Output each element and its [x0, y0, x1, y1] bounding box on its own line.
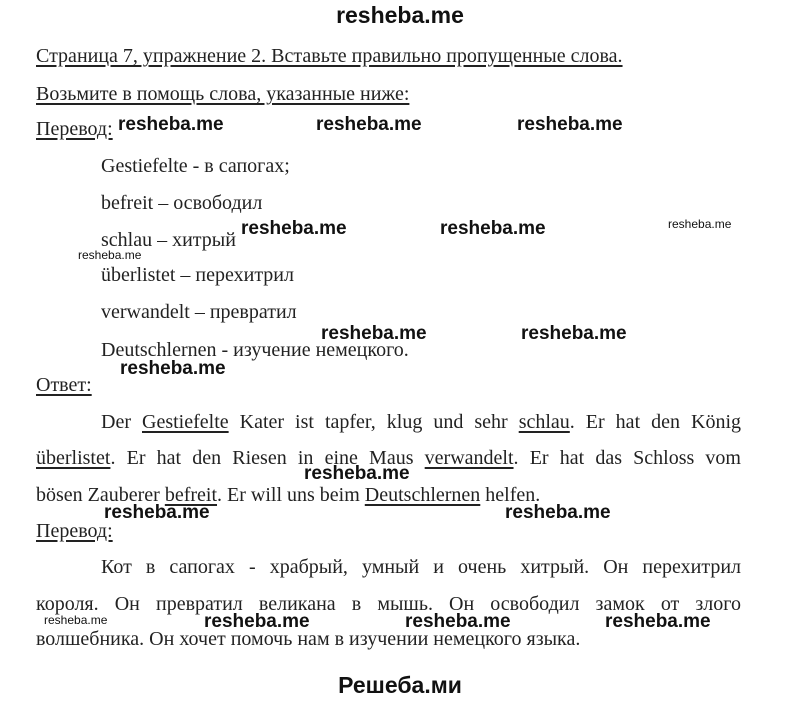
watermark: resheba.me: [304, 463, 410, 484]
translation-line-1: Кот в сапогах - храбрый, умный и очень хитрый. Он перехитрил: [101, 556, 741, 578]
answer-word: befreit: [164, 484, 218, 506]
answer-line-3: bösen Zauberer befreit. Er will uns beim Deutschlernen helfen.: [36, 484, 541, 506]
translation-line-2: короля. Он превратил великана в мышь. Он освободил замок от злого: [36, 593, 741, 615]
watermark: resheba.me: [204, 611, 310, 632]
watermark: resheba.me: [120, 358, 226, 379]
vocab-item: überlistet – перехитрил: [101, 264, 294, 286]
vocab-heading: Перевод:: [36, 118, 113, 140]
watermark: resheba.me: [505, 502, 611, 523]
task-line-2: Возьмите в помощь слова, указанные ниже:: [36, 83, 410, 105]
vocab-item: verwandelt – превратил: [101, 301, 297, 323]
watermark: resheba.me: [405, 611, 511, 632]
watermark: resheba.me: [104, 502, 210, 523]
site-header[interactable]: resheba.me: [336, 2, 464, 28]
translation-line-3: волшебника. Он хочет помочь нам в изучении немецкого языка.: [36, 628, 581, 650]
answer-word: Deutschlernen: [364, 484, 481, 506]
answer-line-2: überlistet. Er hat den Riesen in eine Maus verwandelt. Er hat das Schloss vom: [36, 447, 741, 469]
watermark: resheba.me: [517, 114, 623, 135]
watermark: resheba.me: [118, 114, 224, 135]
watermark: resheba.me: [321, 323, 427, 344]
translation-heading: Перевод:: [36, 520, 113, 542]
answer-line-1: Der Gestiefelte Kater ist tapfer, klug und sehr schlau. Er hat den König: [101, 411, 742, 433]
watermark: resheba.me: [668, 217, 732, 231]
watermark: resheba.me: [241, 218, 347, 239]
answer-word: verwandelt: [424, 447, 514, 469]
answer-word: überlistet: [36, 447, 111, 469]
watermark: resheba.me: [440, 218, 546, 239]
watermark: resheba.me: [521, 323, 627, 344]
vocab-item: Deutschlernen - изучение немецкого.: [101, 339, 409, 361]
vocab-item: schlau – хитрый: [101, 229, 236, 251]
watermark: resheba.me: [316, 114, 422, 135]
vocab-item: befreit – освободил: [101, 192, 263, 214]
watermark: resheba.me: [44, 613, 108, 627]
vocab-item: Gestiefelte - в сапогах;: [101, 155, 290, 177]
watermark: resheba.me: [605, 611, 711, 632]
answer-word: schlau: [518, 411, 570, 433]
watermark: resheba.me: [78, 248, 142, 262]
answer-heading: Ответ:: [36, 374, 92, 396]
task-line-1: Страница 7, упражнение 2. Вставьте правильно пропущенные слова.: [36, 45, 623, 67]
site-footer[interactable]: Решеба.ми: [338, 672, 462, 698]
answer-word: Gestiefelte: [142, 411, 229, 433]
